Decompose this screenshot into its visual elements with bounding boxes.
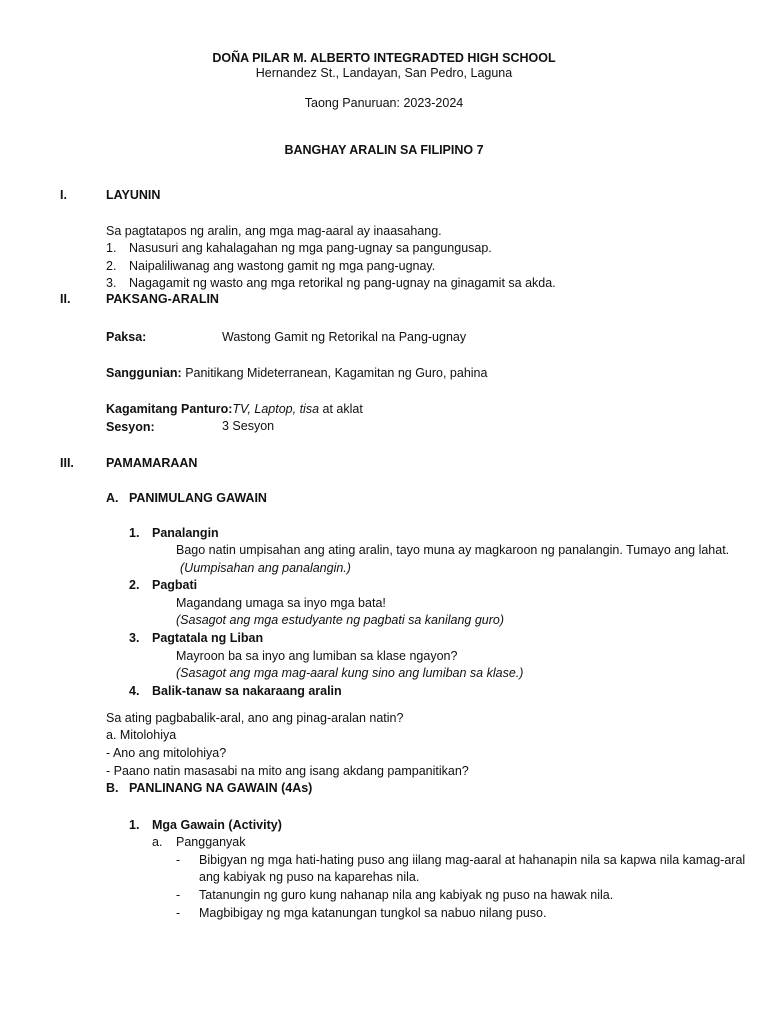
step-title: Pagtatala ng Liban	[152, 631, 264, 645]
activity-title: Mga Gawain (Activity)	[152, 818, 282, 832]
activity-number: 1.	[129, 818, 140, 832]
sanggunian-label: Sanggunian:	[106, 366, 182, 380]
subsection-b-letter: B.	[106, 781, 119, 795]
review-line: Sa ating pagbabalik-aral, ano ang pinag-aralan natin?	[106, 711, 404, 725]
objective-text: Nagagamit ng wasto ang mga retorikal ng pang-ugnay na ginagamit sa akda.	[129, 276, 556, 290]
review-line: - Ano ang mitolohiya?	[106, 746, 227, 760]
step-note: (Sasagot ang mga estudyante ng pagbati sa kanilang guro)	[176, 613, 505, 627]
step-note: (Uumpisahan ang panalangin.)	[180, 561, 351, 575]
subsection-a-title: PANIMULANG GAWAIN	[129, 491, 267, 505]
subsection-a-letter: A.	[106, 491, 119, 505]
bullet-text-continued: ang kabiyak ng puso na kaparehas nila.	[199, 870, 420, 884]
bullet-text: Bibigyan ng mga hati-hating puso ang iilang mag-aaral at hahanapin nila sa kapwa nila kamag-aral	[199, 853, 746, 867]
paksa-label: Paksa:	[106, 330, 147, 344]
objective-number: 1.	[106, 241, 117, 255]
kagamitan-rest: at aklat	[319, 402, 363, 416]
kagamitan-italic: TV, Laptop, tisa	[232, 402, 320, 416]
bullet-mark: -	[176, 888, 181, 902]
step-number: 2.	[129, 578, 140, 592]
section-3-number: III.	[60, 456, 74, 470]
section-1-title: LAYUNIN	[106, 188, 161, 202]
subsection-b-title: PANLINANG NA GAWAIN (4As)	[129, 781, 313, 795]
step-title: Pagbati	[152, 578, 198, 592]
document-title: BANGHAY ARALIN SA FILIPINO 7	[284, 143, 484, 157]
bullet-mark: -	[176, 853, 181, 867]
objective-number: 2.	[106, 259, 117, 273]
step-number: 4.	[129, 684, 140, 698]
review-line: - Paano natin masasabi na mito ang isang akdang pampanitikan?	[106, 764, 469, 778]
step-number: 1.	[129, 526, 140, 540]
section-2-number: II.	[60, 292, 71, 306]
school-year: Taong Panuruan: 2023-2024	[304, 96, 464, 110]
step-line: Mayroon ba sa inyo ang lumiban sa klase ngayon?	[176, 649, 458, 663]
objective-text: Nasusuri ang kahalagahan ng mga pang-ugnay sa pangungusap.	[129, 241, 492, 255]
step-title: Balik-tanaw sa nakaraang aralin	[152, 684, 342, 698]
bullet-text: Tatanungin ng guro kung nahanap nila ang kabiyak ng puso na hawak nila.	[199, 888, 614, 902]
sanggunian-row	[106, 365, 487, 381]
sanggunian-value: Panitikang Mideterranean, Kagamitan ng Guro, pahina	[185, 366, 488, 380]
step-number: 3.	[129, 631, 140, 645]
sub-letter: a.	[152, 835, 163, 849]
objective-number: 3.	[106, 276, 117, 290]
step-title: Panalangin	[152, 526, 219, 540]
school-name: DOÑA PILAR M. ALBERTO INTEGRADTED HIGH SCHOOL	[212, 51, 556, 65]
sesyon-label: Sesyon:	[106, 420, 155, 434]
step-line: Magandang umaga sa inyo mga bata!	[176, 596, 386, 610]
objective-text: Naipaliliwanag ang wastong gamit ng mga pang-ugnay.	[129, 259, 436, 273]
sub-title: Pangganyak	[176, 835, 246, 849]
section-1-number: I.	[60, 188, 67, 202]
review-line: a. Mitolohiya	[106, 728, 177, 742]
bullet-mark: -	[176, 906, 181, 920]
school-address: Hernandez St., Landayan, San Pedro, Laguna	[255, 66, 513, 80]
objectives-intro: Sa pagtatapos ng aralin, ang mga mag-aaral ay inaasahang.	[106, 224, 442, 238]
section-3-title: PAMAMARAAN	[106, 456, 198, 470]
kagamitan-label: Kagamitang Panturo:	[106, 402, 233, 416]
section-2-title: PAKSANG-ARALIN	[106, 292, 219, 306]
step-note: (Sasagot ang mga mag-aaral kung sino ang lumiban sa klase.)	[176, 666, 524, 680]
kagamitan-row	[106, 401, 363, 417]
paksa-value: Wastong Gamit ng Retorikal na Pang-ugnay	[222, 330, 467, 344]
sesyon-value: 3 Sesyon	[222, 419, 275, 433]
step-line: Bago natin umpisahan ang ating aralin, tayo muna ay magkaroon ng panalangin. Tumayo ang lahat.	[176, 543, 730, 557]
bullet-text: Magbibigay ng mga katanungan tungkol sa nabuo nilang puso.	[199, 906, 547, 920]
